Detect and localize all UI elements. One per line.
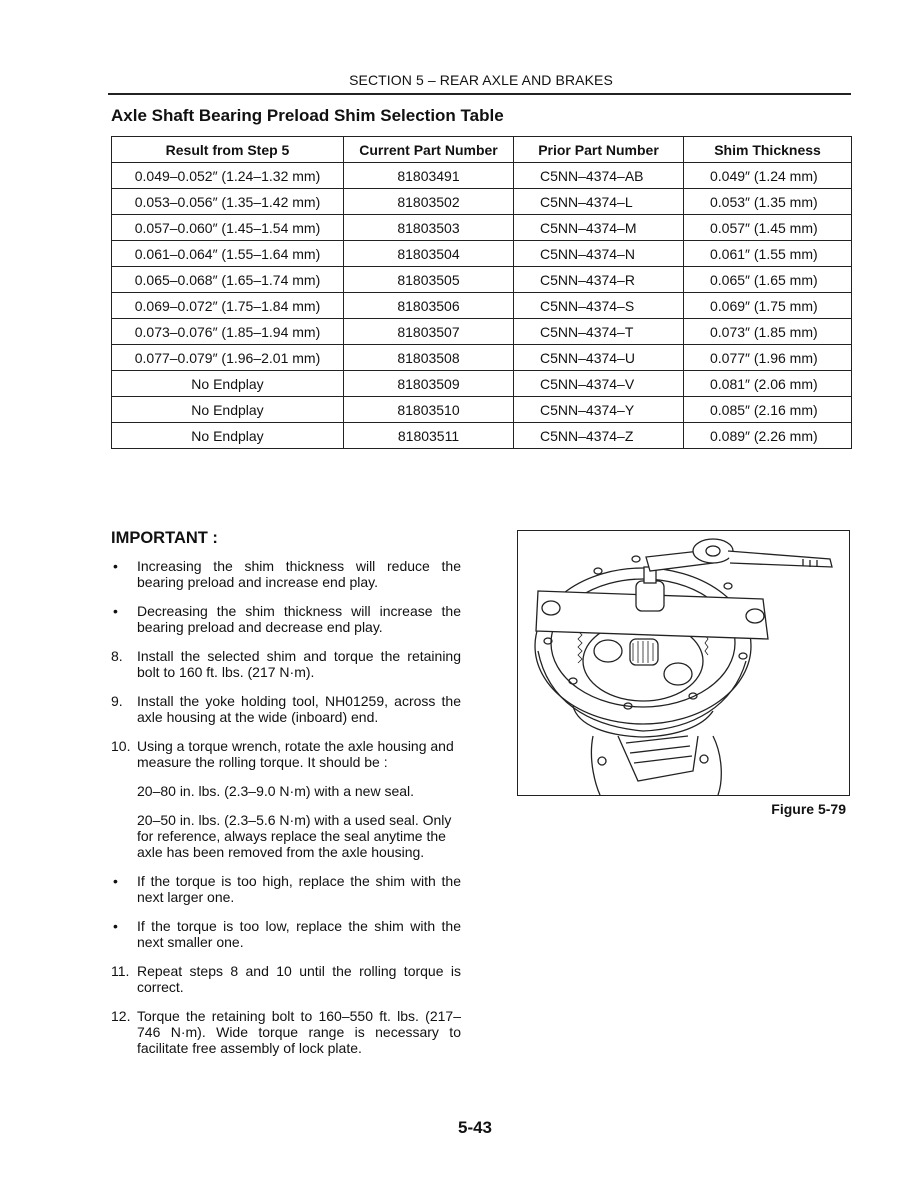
cell-result-from-step-5: 0.049–0.052″ (1.24–1.32 mm) bbox=[112, 163, 344, 189]
table-row bbox=[112, 267, 852, 293]
cell-shim-thickness: 0.053″ (1.35 mm) bbox=[684, 189, 852, 215]
step-number: 9. bbox=[111, 693, 123, 709]
column-header-result: Result from Step 5 bbox=[112, 137, 344, 163]
column-header-current-part: Current Part Number bbox=[344, 137, 514, 163]
cell-current-part-number: 81803503 bbox=[344, 215, 514, 241]
lower-flange bbox=[591, 736, 721, 795]
table-row bbox=[112, 189, 852, 215]
note-text: If the torque is too low, replace the shim with the next smaller one. bbox=[137, 918, 461, 950]
table-row bbox=[112, 319, 852, 345]
cell-prior-part-number: C5NN–4374–N bbox=[514, 241, 684, 267]
step-number: 11. bbox=[111, 963, 130, 979]
bullet-icon: • bbox=[113, 873, 118, 889]
cell-result-from-step-5: 0.069–0.072″ (1.75–1.84 mm) bbox=[112, 293, 344, 319]
step-item-11 bbox=[111, 963, 461, 995]
bullet-icon: • bbox=[113, 918, 118, 934]
cell-current-part-number: 81803506 bbox=[344, 293, 514, 319]
cell-current-part-number: 81803504 bbox=[344, 241, 514, 267]
cell-prior-part-number: C5NN–4374–V bbox=[514, 371, 684, 397]
note-item bbox=[111, 873, 461, 905]
step-text: Using a torque wrench, rotate the axle housing and measure the rolling torque. It should be : bbox=[137, 738, 454, 770]
cell-prior-part-number: C5NN–4374–S bbox=[514, 293, 684, 319]
cell-prior-part-number: C5NN–4374–U bbox=[514, 345, 684, 371]
cell-result-from-step-5: 0.057–0.060″ (1.45–1.54 mm) bbox=[112, 215, 344, 241]
column-header-prior-part: Prior Part Number bbox=[514, 137, 684, 163]
important-heading: IMPORTANT : bbox=[111, 529, 218, 547]
cell-result-from-step-5: No Endplay bbox=[112, 423, 344, 449]
cell-current-part-number: 81803502 bbox=[344, 189, 514, 215]
note-item bbox=[111, 603, 461, 635]
shim-selection-table bbox=[111, 136, 852, 449]
step-item-8 bbox=[111, 648, 461, 680]
figure-illustration bbox=[517, 530, 850, 796]
cell-shim-thickness: 0.065″ (1.65 mm) bbox=[684, 267, 852, 293]
step-item-10 bbox=[111, 738, 461, 770]
cell-shim-thickness: 0.069″ (1.75 mm) bbox=[684, 293, 852, 319]
cell-prior-part-number: C5NN–4374–Y bbox=[514, 397, 684, 423]
cell-prior-part-number: C5NN–4374–L bbox=[514, 189, 684, 215]
step-number: 8. bbox=[111, 648, 123, 664]
step-text: Install the selected shim and torque the retaining bolt to 160 ft. lbs. (217 N·m). bbox=[137, 648, 461, 680]
note-item bbox=[111, 558, 461, 590]
step-number: 10. bbox=[111, 738, 131, 754]
cell-shim-thickness: 0.073″ (1.85 mm) bbox=[684, 319, 852, 345]
step-item-9 bbox=[111, 693, 461, 725]
note-text: Decreasing the shim thickness will increase the bearing preload and decrease end play. bbox=[137, 603, 461, 635]
table-title: Axle Shaft Bearing Preload Shim Selection Table bbox=[111, 106, 504, 125]
cell-current-part-number: 81803511 bbox=[344, 423, 514, 449]
cell-result-from-step-5: 0.061–0.064″ (1.55–1.64 mm) bbox=[112, 241, 344, 267]
table-row bbox=[112, 397, 852, 423]
torque-spec-new-seal: 20–80 in. lbs. (2.3–9.0 N·m) with a new seal. bbox=[137, 783, 415, 799]
page-number: 5-43 bbox=[457, 1118, 493, 1137]
bullet-icon: • bbox=[113, 603, 118, 619]
table-row bbox=[112, 215, 852, 241]
cell-result-from-step-5: 0.065–0.068″ (1.65–1.74 mm) bbox=[112, 267, 344, 293]
table-row bbox=[112, 163, 852, 189]
cell-result-from-step-5: No Endplay bbox=[112, 397, 344, 423]
cell-shim-thickness: 0.089″ (2.26 mm) bbox=[684, 423, 852, 449]
cell-prior-part-number: C5NN–4374–M bbox=[514, 215, 684, 241]
cell-current-part-number: 81803510 bbox=[344, 397, 514, 423]
table-row bbox=[112, 423, 852, 449]
cell-prior-part-number: C5NN–4374–AB bbox=[514, 163, 684, 189]
cell-current-part-number: 81803505 bbox=[344, 267, 514, 293]
figure-caption: Figure 5-79 bbox=[771, 801, 846, 817]
cell-current-part-number: 81803507 bbox=[344, 319, 514, 345]
header-rule bbox=[108, 93, 851, 95]
step-text: Install the yoke holding tool, NH01259, across the axle housing at the wide (inboard) end. bbox=[137, 693, 461, 725]
table-row bbox=[112, 293, 852, 319]
column-header-shim-thickness: Shim Thickness bbox=[684, 137, 852, 163]
cell-result-from-step-5: No Endplay bbox=[112, 371, 344, 397]
cell-shim-thickness: 0.081″ (2.06 mm) bbox=[684, 371, 852, 397]
section-header: SECTION 5 – REAR AXLE AND BRAKES bbox=[349, 72, 613, 88]
cell-shim-thickness: 0.049″ (1.24 mm) bbox=[684, 163, 852, 189]
cell-result-from-step-5: 0.053–0.056″ (1.35–1.42 mm) bbox=[112, 189, 344, 215]
instructions-column bbox=[111, 530, 461, 1069]
cell-shim-thickness: 0.077″ (1.96 mm) bbox=[684, 345, 852, 371]
cell-shim-thickness: 0.085″ (2.16 mm) bbox=[684, 397, 852, 423]
table-row bbox=[112, 345, 852, 371]
cell-prior-part-number: C5NN–4374–T bbox=[514, 319, 684, 345]
table-header-row bbox=[112, 137, 852, 163]
cell-current-part-number: 81803509 bbox=[344, 371, 514, 397]
cell-result-from-step-5: 0.073–0.076″ (1.85–1.94 mm) bbox=[112, 319, 344, 345]
cell-current-part-number: 81803491 bbox=[344, 163, 514, 189]
note-text: If the torque is too high, replace the shim with the next larger one. bbox=[137, 873, 461, 905]
cell-shim-thickness: 0.057″ (1.45 mm) bbox=[684, 215, 852, 241]
cell-shim-thickness: 0.061″ (1.55 mm) bbox=[684, 241, 852, 267]
torque-spec-used-seal: 20–50 in. lbs. (2.3–5.6 N·m) with a used seal. Only for reference, always replace the seal anytime the axle has been removed from the axle housing. bbox=[137, 812, 452, 860]
cell-result-from-step-5: 0.077–0.079″ (1.96–2.01 mm) bbox=[112, 345, 344, 371]
cell-prior-part-number: C5NN–4374–Z bbox=[514, 423, 684, 449]
note-item bbox=[111, 918, 461, 950]
cell-current-part-number: 81803508 bbox=[344, 345, 514, 371]
step-text: Repeat steps 8 and 10 until the rolling torque is correct. bbox=[137, 963, 461, 995]
step-text: Torque the retaining bolt to 160–550 ft. lbs. (217–746 N·m). Wide torque range is necessary to facilitate free assembly of lock plate. bbox=[137, 1008, 461, 1056]
step-item-12 bbox=[111, 1008, 461, 1056]
table-row bbox=[112, 371, 852, 397]
cell-prior-part-number: C5NN–4374–R bbox=[514, 267, 684, 293]
note-text: Increasing the shim thickness will reduce the bearing preload and increase end play. bbox=[137, 558, 461, 590]
step-number: 12. bbox=[111, 1008, 131, 1024]
bullet-icon: • bbox=[113, 558, 118, 574]
table-row bbox=[112, 241, 852, 267]
axle-housing-drawing bbox=[518, 531, 849, 795]
